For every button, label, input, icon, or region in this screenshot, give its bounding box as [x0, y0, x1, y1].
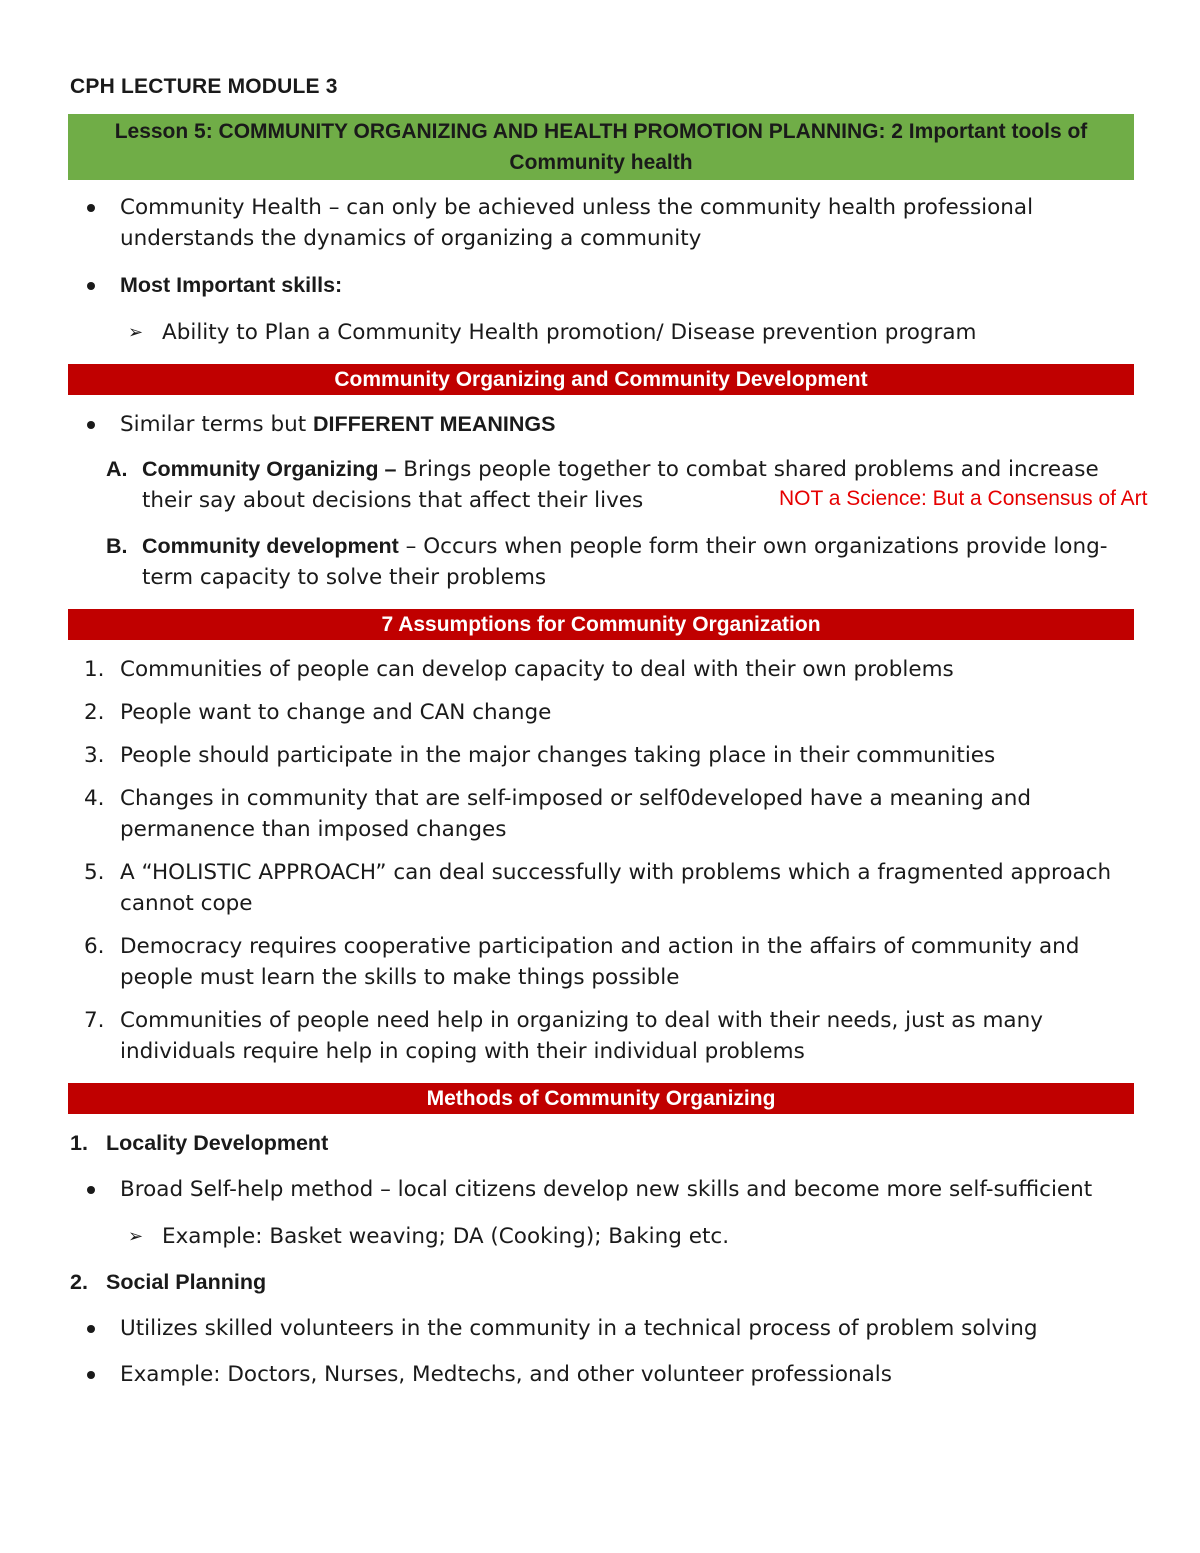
- list-item: B. Community development – Occurs when people form their own organizations provide long-term capacity to solve their problems: [106, 534, 1108, 590]
- method1-list: [68, 1174, 1134, 1252]
- intro-list: [68, 192, 1134, 348]
- list-item: A. Community Organizing – Brings people together to combat shared problems and increase their say about decisions that affect their lives: [106, 457, 1099, 513]
- list-item: 3. People should participate in the major changes taking place in their communities: [84, 743, 996, 768]
- arrowhead-bullet-icon: ➢: [128, 322, 144, 343]
- arrowhead-bullet-icon: ➢: [128, 1226, 144, 1247]
- list-item: 5. A “HOLISTIC APPROACH” can deal successfully with problems which a fragmented approach cannot cope: [84, 860, 1112, 916]
- lesson-banner: Lesson 5: COMMUNITY ORGANIZING AND HEALTH PROMOTION PLANNING: 2 Important tools of Community health: [68, 114, 1134, 180]
- list-item: 6. Democracy requires cooperative participation and action in the affairs of community and people must learn the skills to make things possible: [84, 934, 1080, 990]
- document-page: [68, 70, 1134, 1390]
- list-item: Utilizes skilled volunteers in the community in a technical process of problem solving: [68, 1313, 1134, 1344]
- list-item: 2. People want to change and CAN change: [84, 700, 552, 725]
- margin-note: NOT a Science: But a Consensus of Art: [779, 487, 1148, 510]
- list-item: Broad Self-help method – local citizens develop new skills and become more self-sufficient: [68, 1174, 1134, 1205]
- assumptions-list: [68, 654, 1134, 1067]
- list-item: Community Health – can only be achieved unless the community health professional understands the dynamics of organizing a community: [68, 192, 1134, 254]
- section1-list: [68, 409, 1134, 440]
- document-title: CPH LECTURE MODULE 3: [70, 75, 338, 98]
- section-banner-methods: Methods of Community Organizing: [68, 1083, 1134, 1114]
- list-item: Most Important skills:: [68, 270, 1134, 301]
- list-item: Similar terms but DIFFERENT MEANINGS: [68, 409, 1134, 440]
- method-heading-locality: 1. Locality Development: [70, 1131, 329, 1155]
- list-item: Example: Doctors, Nurses, Medtechs, and other volunteer professionals: [68, 1359, 1134, 1390]
- section1-lettered-list: [68, 454, 1134, 593]
- section-banner-community-organizing: Community Organizing and Community Development: [68, 364, 1134, 395]
- list-item: 1. Communities of people can develop capacity to deal with their own problems: [84, 657, 954, 682]
- method-heading-social-planning: 2. Social Planning: [70, 1270, 267, 1294]
- list-item: 7. Communities of people need help in organizing to deal with their needs, just as many individuals require help in coping with their individual problems: [84, 1008, 1043, 1064]
- list-item: ➢ Example: Basket weaving; DA (Cooking); Baking etc.: [68, 1221, 1134, 1252]
- list-item: ➢ Ability to Plan a Community Health promotion/ Disease prevention program: [68, 317, 1134, 348]
- method2-list: [68, 1313, 1134, 1390]
- section-banner-assumptions: 7 Assumptions for Community Organization: [68, 609, 1134, 640]
- list-item: 4. Changes in community that are self-imposed or self0developed have a meaning and permanence than imposed changes: [84, 786, 1032, 842]
